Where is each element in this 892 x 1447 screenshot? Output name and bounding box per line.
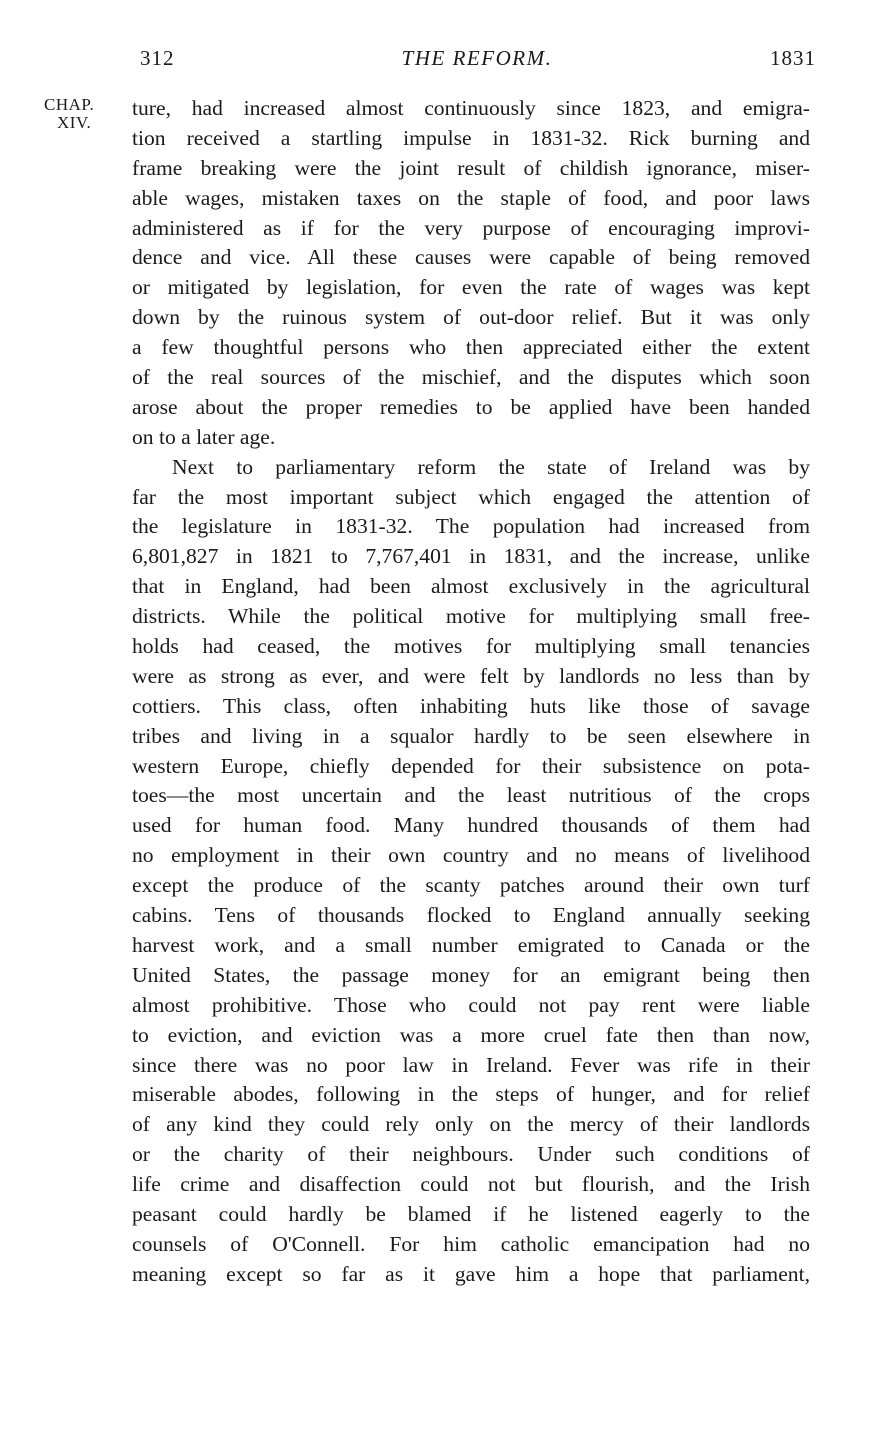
text-line: peasant could hardly be blamed if he listened eagerly to the: [132, 1201, 810, 1226]
text-line: cottiers. This class, often inhabiting huts like those of savage: [132, 693, 810, 718]
text-line: life crime and disaffection could not but flourish, and the Irish: [132, 1172, 810, 1197]
text-line: ture, had increased almost continuously since 1823, and emigra-: [132, 96, 810, 120]
text-line: districts. While the political motive for multiplying small free-: [132, 604, 810, 629]
chapter-margin-note: [44, 96, 124, 132]
text-line: able wages, mistaken taxes on the staple of food, and poor laws: [132, 185, 810, 210]
text-line: tribes and living in a squalor hardly to be seen elsewhere in: [132, 723, 810, 748]
text-line: except the produce of the scanty patches around their own turf: [132, 873, 810, 898]
text-line: that in England, had been almost exclusively in the agricultural: [132, 574, 810, 599]
text-line: counsels of O'Connell. For him catholic emancipation had no: [132, 1231, 810, 1256]
text-line: no employment in their own country and no means of livelihood: [132, 843, 810, 868]
paragraph-start-line: Next to parliamentary reform the state of Ireland was by: [172, 454, 810, 479]
text-line: or the charity of their neighbours. Under such conditions of: [132, 1142, 810, 1167]
text-line: a few thoughtful persons who then appreciated either the extent: [132, 335, 810, 360]
text-line: far the most important subject which engaged the attention of: [132, 484, 810, 509]
text-line: toes—the most uncertain and the least nutritious of the crops: [132, 783, 810, 808]
page-header: [132, 46, 822, 76]
text-line: the legislature in 1831-32. The population had increased from: [132, 514, 810, 539]
text-line: dence and vice. All these causes were capable of being removed: [132, 245, 810, 270]
text-line: of the real sources of the mischief, and the disputes which soon: [132, 365, 810, 390]
text-line: harvest work, and a small number emigrated to Canada or the: [132, 932, 810, 957]
text-line: holds had ceased, the motives for multiplying small tenancies: [132, 634, 810, 659]
body-text: [132, 94, 810, 1290]
text-line: cabins. Tens of thousands flocked to England annually seeking: [132, 903, 810, 928]
text-line: arose about the proper remedies to be applied have been handed: [132, 394, 810, 419]
running-title: THE REFORM.: [401, 46, 553, 70]
text-line: 6,801,827 in 1821 to 7,767,401 in 1831, and the increase, unlike: [132, 544, 810, 569]
text-line: were as strong as ever, and were felt by landlords no less than by: [132, 663, 810, 688]
text-line: United States, the passage money for an emigrant being then: [132, 962, 810, 987]
text-line: tion received a startling impulse in 1831-32. Rick burning and: [132, 125, 810, 150]
text-line: of any kind they could rely only on the mercy of their landlords: [132, 1112, 810, 1137]
text-line: western Europe, chiefly depended for their subsistence on pota-: [132, 753, 810, 778]
text-line: used for human food. Many hundred thousands of them had: [132, 813, 810, 838]
header-year: 1831: [770, 46, 816, 70]
text-line: miserable abodes, following in the steps of hunger, and for relief: [132, 1082, 810, 1107]
chapter-label: CHAP.: [44, 95, 95, 114]
text-line: almost prohibitive. Those who could not pay rent were liable: [132, 992, 810, 1017]
text-line: frame breaking were the joint result of childish ignorance, miser-: [132, 155, 810, 180]
page-number: 312: [140, 46, 175, 70]
text-line: since there was no poor law in Ireland. Fever was rife in their: [132, 1052, 810, 1077]
paragraph-end-line: on to a later age.: [132, 424, 276, 449]
text-line: administered as if for the very purpose of encouraging improvi-: [132, 215, 810, 240]
text-line: to eviction, and eviction was a more cruel fate then than now,: [132, 1022, 810, 1047]
text-line: or mitigated by legislation, for even the rate of wages was kept: [132, 275, 810, 300]
text-line: down by the ruinous system of out-door relief. But it was only: [132, 305, 810, 330]
chapter-number: XIV.: [57, 113, 92, 132]
text-line: meaning except so far as it gave him a hope that parliament,: [132, 1261, 810, 1286]
